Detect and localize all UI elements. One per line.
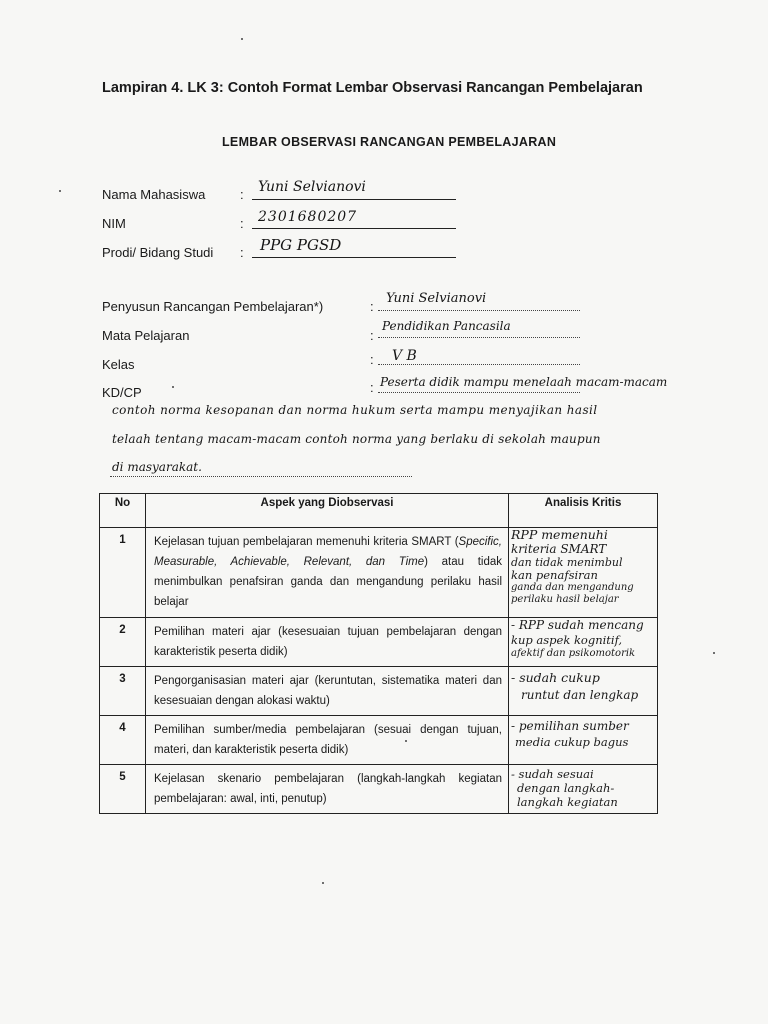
nim-underline bbox=[252, 228, 456, 229]
scan-speck bbox=[405, 740, 407, 742]
prodi-colon: : bbox=[240, 245, 244, 260]
aspek-text: Pemilihan materi ajar (kesesuaian tujuan pembelajaran dengan karakteristik peserta didik) bbox=[146, 618, 509, 667]
table-row bbox=[100, 618, 658, 667]
table-row bbox=[100, 765, 658, 814]
row-number: 5 bbox=[100, 765, 146, 814]
mapel-dotline bbox=[378, 337, 580, 338]
analisis-line: runtut dan lengkap bbox=[521, 688, 639, 702]
mapel-colon: : bbox=[370, 328, 374, 343]
kelas-dotline bbox=[378, 364, 580, 365]
penyusun-colon: : bbox=[370, 299, 374, 314]
table-row bbox=[100, 716, 658, 765]
aspek-text bbox=[146, 528, 509, 618]
kdcp-label: KD/CP bbox=[102, 385, 142, 400]
analisis-line: RPP memenuhi bbox=[511, 528, 608, 542]
aspek-text-pre: Kejelasan tujuan pembelajaran memenuhi kriteria SMART ( bbox=[154, 536, 459, 548]
analisis-text bbox=[509, 618, 658, 667]
row-number: 1 bbox=[100, 528, 146, 618]
nim-colon: : bbox=[240, 216, 244, 231]
row-number: 4 bbox=[100, 716, 146, 765]
kelas-colon: : bbox=[370, 352, 374, 367]
scan-speck bbox=[322, 882, 324, 884]
aspek-text-italic: Specific, Measurable, Achievable, Relevant, dan Time bbox=[154, 536, 502, 568]
analisis-line: ganda dan mengandung bbox=[511, 582, 634, 593]
mapel-label: Mata Pelajaran bbox=[102, 328, 190, 343]
nama-underline bbox=[252, 199, 456, 200]
table-row bbox=[100, 667, 658, 716]
aspek-text: Pemilihan sumber/media pembelajaran (sesuai dengan tujuan, materi, dan karakteristik peserta didik) bbox=[146, 716, 509, 765]
row-number: 3 bbox=[100, 667, 146, 716]
nim-value: 2301680207 bbox=[258, 209, 358, 225]
nama-label: Nama Mahasiswa bbox=[102, 187, 206, 202]
nim-label: NIM bbox=[102, 216, 126, 231]
analisis-text bbox=[509, 716, 658, 765]
analisis-line: dengan langkah- bbox=[517, 781, 615, 795]
prodi-underline bbox=[252, 257, 456, 258]
analisis-line: - pemilihan sumber bbox=[511, 719, 629, 733]
document-title: Lampiran 4. LK 3: Contoh Format Lembar Observasi Rancangan Pembelajaran bbox=[102, 80, 643, 96]
analisis-text bbox=[509, 667, 658, 716]
scan-speck bbox=[713, 652, 715, 654]
analisis-line: afektif dan psikomotorik bbox=[511, 648, 636, 659]
analisis-line: kup aspek kognitif, bbox=[511, 633, 623, 647]
aspek-text: Kejelasan skenario pembelajaran (langkah-langkah kegiatan pembelajaran: awal, inti, penutup) bbox=[146, 765, 509, 814]
kelas-label: Kelas bbox=[102, 357, 135, 372]
penyusun-dotline bbox=[378, 310, 580, 311]
mapel-value: Pendidikan Pancasila bbox=[382, 319, 511, 333]
penyusun-value: Yuni Selvianovi bbox=[386, 291, 487, 306]
table-header-row bbox=[100, 494, 658, 528]
analisis-line: - sudah cukup bbox=[511, 670, 600, 685]
analisis-text bbox=[509, 528, 658, 618]
aspek-text-post: ) atau tidak menimbulkan penafsiran ganda dan mengandung perilaku hasil belajar bbox=[154, 556, 502, 608]
kdcp-dotline-1 bbox=[378, 392, 580, 393]
kdcp-line-2: contoh norma kesopanan dan norma hukum serta mampu menyajikan hasil bbox=[112, 403, 598, 417]
analisis-line: - sudah sesuai bbox=[511, 767, 594, 781]
kdcp-colon: : bbox=[370, 380, 374, 395]
analisis-line: langkah kegiatan bbox=[517, 795, 618, 809]
header-analisis: Analisis Kritis bbox=[509, 494, 658, 528]
analisis-line: media cukup bagus bbox=[515, 735, 629, 749]
analisis-line: kan penafsiran bbox=[511, 569, 598, 582]
table-row bbox=[100, 528, 658, 618]
kdcp-line-4: di masyarakat. bbox=[112, 460, 202, 474]
kdcp-line-1: Peserta didik mampu menelaah macam-macam bbox=[380, 375, 668, 389]
kelas-value: V B bbox=[392, 348, 417, 364]
prodi-value: PPG PGSD bbox=[260, 236, 342, 254]
observation-table bbox=[99, 493, 658, 814]
form-title: LEMBAR OBSERVASI RANCANGAN PEMBELAJARAN bbox=[222, 135, 557, 149]
penyusun-label: Penyusun Rancangan Pembelajaran*) bbox=[102, 299, 324, 314]
prodi-label: Prodi/ Bidang Studi bbox=[102, 245, 214, 260]
scan-speck bbox=[59, 190, 61, 192]
nama-colon: : bbox=[240, 187, 244, 202]
analisis-line: kriteria SMART bbox=[511, 542, 607, 556]
kdcp-dotline-4 bbox=[110, 476, 412, 477]
row-number: 2 bbox=[100, 618, 146, 667]
analisis-text bbox=[509, 765, 658, 814]
aspek-text: Pengorganisasian materi ajar (keruntutan, sistematika materi dan kesesuaian dengan alokasi waktu) bbox=[146, 667, 509, 716]
scan-speck bbox=[241, 38, 243, 40]
analisis-line: - RPP sudah mencang bbox=[511, 618, 644, 632]
kdcp-line-3: telaah tentang macam-macam contoh norma yang berlaku di sekolah maupun bbox=[112, 432, 601, 446]
header-aspek: Aspek yang Diobservasi bbox=[146, 494, 509, 528]
scan-speck bbox=[172, 386, 174, 388]
analisis-line: dan tidak menimbul bbox=[511, 556, 623, 569]
nama-value: Yuni Selvianovi bbox=[258, 179, 366, 195]
header-no: No bbox=[100, 494, 146, 528]
analisis-line: perilaku hasil belajar bbox=[511, 594, 619, 605]
